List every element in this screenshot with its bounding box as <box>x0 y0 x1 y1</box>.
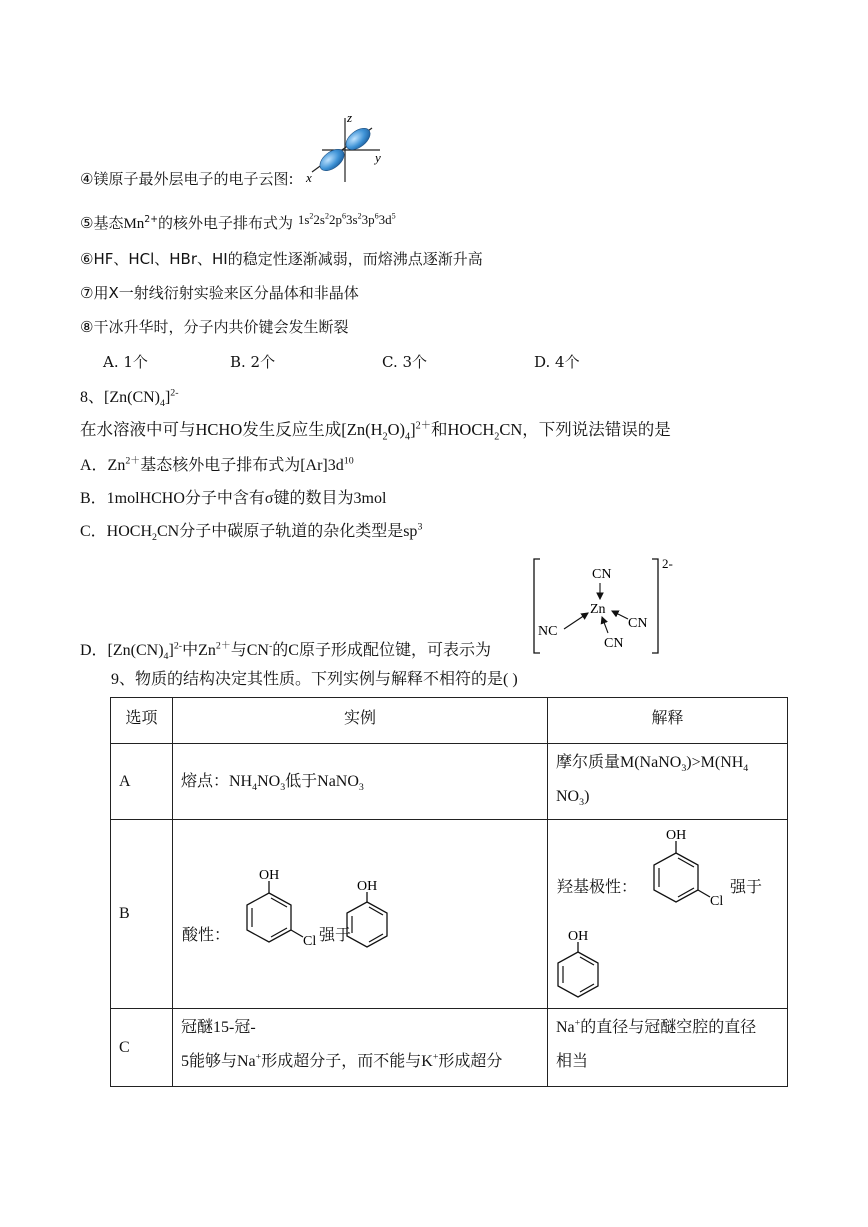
axis-x: x <box>306 170 312 185</box>
row-a-option: A <box>111 744 173 820</box>
axis-z: z <box>347 110 353 125</box>
item-8: ⑧干冰升华时，分子内共价键会发生断裂 <box>80 318 349 336</box>
row-c-example: 冠醚15-冠- 5能够与Na+形成超分子，而不能与K+形成超分 <box>173 1009 548 1087</box>
zn-center: Zn <box>590 602 606 617</box>
svg-text:OH: OH <box>568 930 589 944</box>
q8-number: 8、$[Zn(CN)_4]^{2-}$ <box>80 387 179 410</box>
ligand-left: NC <box>538 624 558 639</box>
item-4-label: ④镁原子最外层电子的电子云图: <box>80 170 294 188</box>
row-b-example: 酸性： OH Cl 强于 OH <box>173 820 548 1009</box>
m-chlorophenol-structure-2 <box>636 828 736 918</box>
header-option: 选项 <box>111 698 173 744</box>
phenol-structure <box>339 880 399 960</box>
item-6: ⑥HF、HCl、HBr、HI的稳定性逐渐减弱，而熔沸点逐渐升高 <box>80 250 483 268</box>
ligand-top: CN <box>592 567 612 582</box>
svg-text:OH: OH <box>357 880 378 894</box>
q8-stem: 在水溶液中可与HCHO发生反应生成$[Zn(H_2O)_4]^{2+}$和$HOCH_2CN$，下列说法错误的是 <box>80 420 671 443</box>
item-5: ⑤基态$Mn^{2+}$的核外电子排布式为 $1s^22s^22p^63s^23p^63d^5$ <box>80 211 396 232</box>
svg-text:Cl: Cl <box>710 894 724 909</box>
row-b-option: B <box>111 820 173 1009</box>
q9-table <box>110 697 788 1087</box>
svg-text:Cl: Cl <box>303 934 317 949</box>
option-7-b: B. 2个 <box>230 353 276 371</box>
header-explanation: 解释 <box>548 698 788 744</box>
ligand-right: CN <box>628 616 648 631</box>
m-chlorophenol-structure <box>229 868 329 958</box>
zn-cn4-structure <box>528 553 683 658</box>
row-a-explanation: 摩尔质量$M(NaNO_3)>M(NH_4$ $NO_3$) <box>548 744 788 820</box>
svg-text:OH: OH <box>666 828 687 843</box>
complex-charge: 2- <box>662 556 673 571</box>
option-7-c: C. 3个 <box>382 353 428 371</box>
header-example: 实例 <box>173 698 548 744</box>
row-c-option: C <box>111 1009 173 1087</box>
q8-option-d: D．$[Zn(CN)_4]^{2-}$中$Zn^{2+}$与CN-的C原子形成配位键，可表示为 <box>80 640 491 663</box>
electron-cloud-diagram <box>300 110 395 188</box>
q8-option-a: A．$Zn^{2+}$基态核外电子排布式为$[Ar]3d^{10}$ <box>80 455 354 474</box>
q9-stem: 9、物质的结构决定其性质。下列实例与解释不相符的是( ) <box>111 671 518 688</box>
svg-text:OH: OH <box>259 868 280 883</box>
axis-y: y <box>375 150 381 165</box>
row-b-explanation: 羟基极性： OH Cl 强于 OH <box>548 820 788 1009</box>
ligand-bottom: CN <box>604 636 624 651</box>
phenol-structure-2 <box>550 930 610 1010</box>
row-c-explanation: Na+的直径与冠醚空腔的直径 相当 <box>548 1009 788 1087</box>
option-7-d: D. 4个 <box>534 353 580 371</box>
q8-option-c: C．$HOCH_2CN$分子中碳原子轨道的杂化类型是$sp^3$ <box>80 521 423 544</box>
q8-option-b: B．1molHCHO分子中含有σ键的数目为3mol <box>80 490 387 507</box>
electron-config: $1s^22s^22p^63s^23p^63d^5$ <box>297 211 396 227</box>
item-4 <box>80 172 294 187</box>
row-a-example: 熔点：$NH_4NO_3$低于NaNO$_3$ <box>173 744 548 820</box>
item-7: ⑦用X一射线衍射实验来区分晶体和非晶体 <box>80 284 359 302</box>
option-7-a: A. 1个 <box>103 353 148 371</box>
